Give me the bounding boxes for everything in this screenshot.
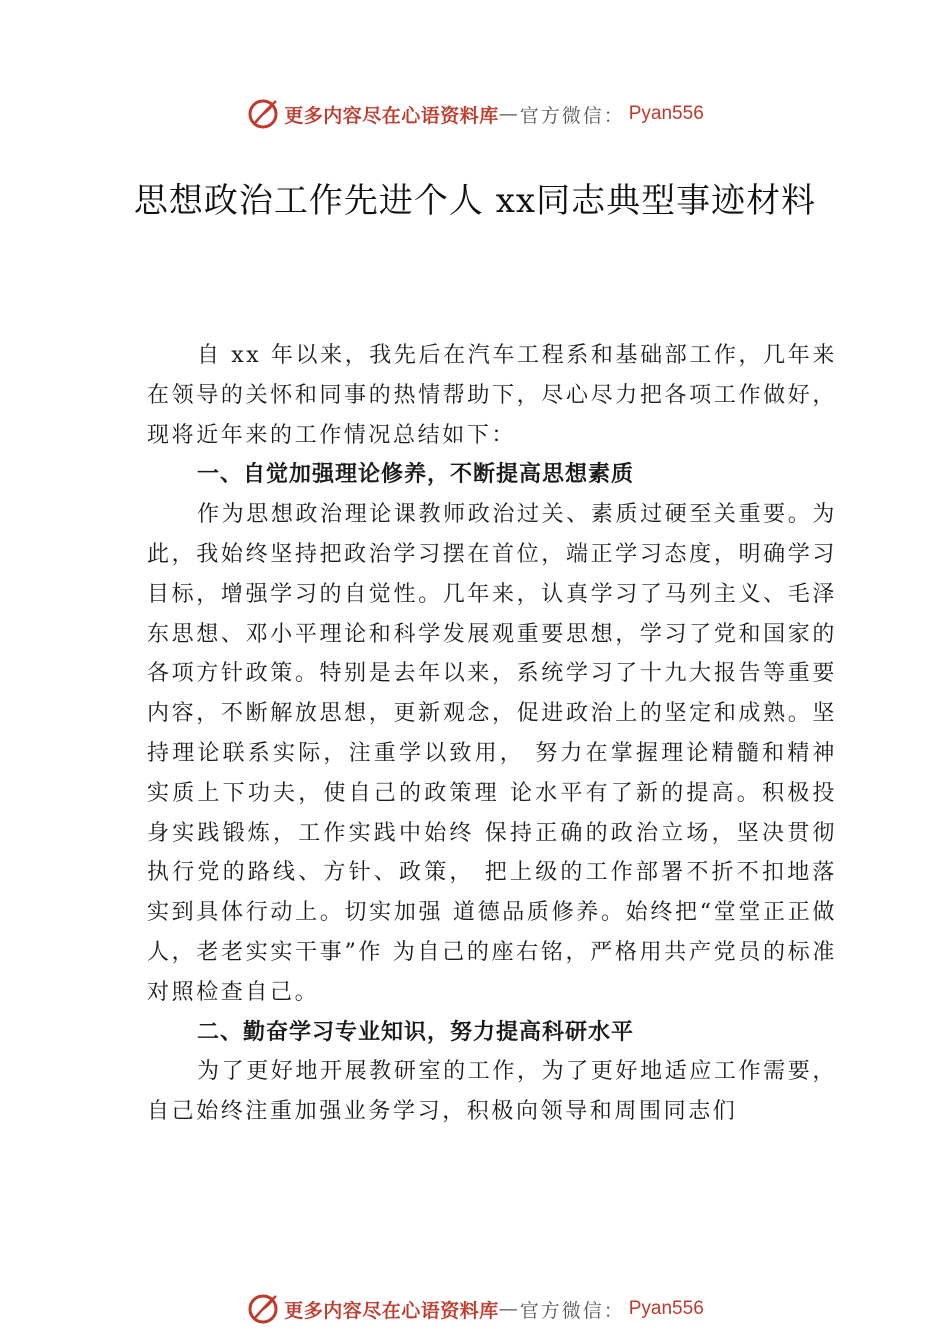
watermark-wechat-id: Pyan556 xyxy=(628,1298,704,1319)
quill-logo-icon xyxy=(246,97,280,131)
section-heading-1: 一、自觉加强理论修养，不断提高思想素质 xyxy=(197,462,635,488)
footer-watermark xyxy=(0,1287,950,1331)
section-heading-2: 二、勤奋学习专业知识，努力提高科研水平 xyxy=(197,1019,635,1045)
quill-logo-icon xyxy=(246,1292,280,1326)
watermark-promo-text: 更多内容尽在心语资料库 xyxy=(284,104,499,127)
watermark-channel-label: 官方微信： xyxy=(519,1299,625,1322)
watermark-dash: — xyxy=(498,1298,520,1320)
document-title: 思想政治工作先进个人 xx同志典型事迹材料 xyxy=(133,181,817,221)
watermark-dash: — xyxy=(498,103,520,125)
header-watermark xyxy=(0,92,950,136)
watermark-channel-label: 官方微信： xyxy=(519,104,625,127)
section-body-1: 作为思想政治理论课教师政治过关、素质过硬至关重要。为此，我始终坚持把政治学习摆在首位，端正学习态度，明确学习目标，增强学习的自觉性。几年来，认真学习了马列主义、毛泽东思想、邓小平理论和科学发展观重要思想，学习了党和国家的各项方针政策。特别是去年以来，系统学习了十九大报告等重要内容，不断解放思想，更新观念，促进政治上的坚定和成熟。坚持理论联系实际，注重学以致用， 努力在掌握理论精髓和精神实质上下功夫，使自己的政策理 论水平有了新的提高。积极投身实践锻炼，工作实践中始终 保持正确的政治立场，坚决贯彻执行党的路线、方针、政策， 把上级的工作部署不折不扣地落实到具体行动上。切实加强 道德品质修养。始终把“堂堂正正做人，老老实实干事”作 为自己的座右铭，严格用共产党员的标准对照检查自己。 xyxy=(147,502,837,1005)
watermark-promo-text: 更多内容尽在心语资料库 xyxy=(284,1299,499,1322)
intro-paragraph: 自 xx 年以来，我先后在汽车工程系和基础部工作，几年来在领导的关怀和同事的热情帮助下，尽心尽力把各项工作做好，现将近年来的工作情况总结如下： xyxy=(147,343,837,448)
document-body xyxy=(147,336,837,1132)
watermark-wechat-id: Pyan556 xyxy=(628,103,704,124)
section-body-2: 为了更好地开展教研室的工作，为了更好地适应工作需要，自己始终注重加强业务学习，积极向领导和周围同志们 xyxy=(147,1059,837,1125)
